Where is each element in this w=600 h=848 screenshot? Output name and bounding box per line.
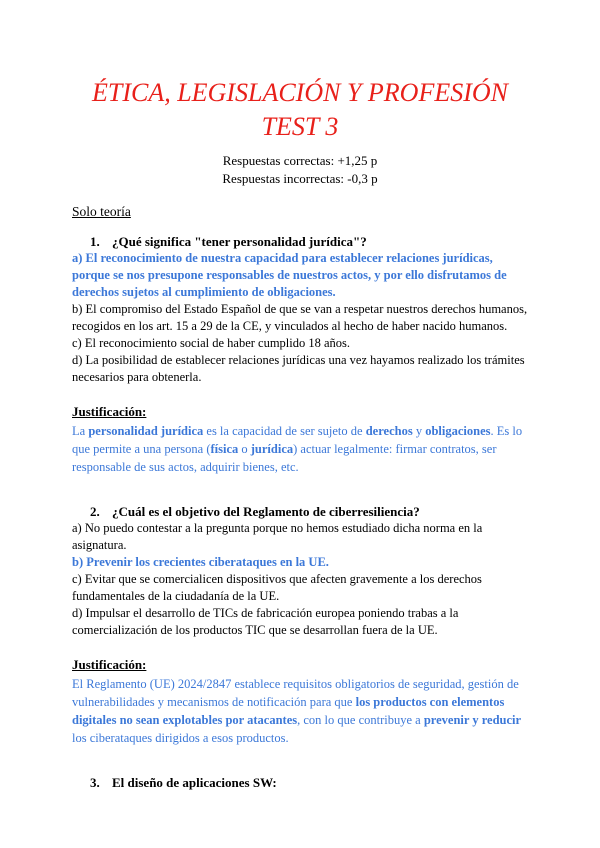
option-b: b) El compromiso del Estado Español de que se van a respetar nuestros derechos humanos, recogidos en los art. 15 a 29 de la CE, y vinculados al hecho de haber nacido humanos.	[72, 302, 528, 333]
question-2	[90, 504, 528, 520]
scoring-correct: Respuestas correctas: +1,25 p	[222, 153, 378, 168]
question-text: ¿Qué significa "tener personalidad jurídica"?	[112, 234, 367, 249]
scoring-incorrect: Respuestas incorrectas: -0,3 p	[222, 171, 378, 186]
option-a: a) No puedo contestar a la pregunta porque no hemos estudiado dicha norma en la asignatura.	[72, 521, 483, 552]
scoring-info	[72, 152, 528, 188]
question-number: 1.	[90, 234, 100, 249]
justification-heading: Justificación:	[72, 404, 147, 419]
option-c: c) Evitar que se comercialicen dispositivos que afecten gravemente a los derechos fundamentales de la ciudadanía de la UE.	[72, 572, 482, 603]
option-c: c) El reconocimiento social de haber cumplido 18 años.	[72, 336, 351, 350]
option-b: b) Prevenir los crecientes ciberataques en la UE.	[72, 555, 329, 569]
question-number: 3.	[90, 775, 100, 790]
justification-heading: Justificación:	[72, 657, 147, 672]
question-text: El diseño de aplicaciones SW:	[112, 775, 277, 790]
question-text: ¿Cuál es el objetivo del Reglamento de ciberresiliencia?	[112, 504, 420, 519]
section-heading: Solo teoría	[72, 204, 131, 219]
question-number: 2.	[90, 504, 100, 519]
justification-text: El Reglamento (UE) 2024/2847 establece requisitos obligatorios de seguridad, gestión de vulnerabilidades y mecanismos de notificación para que los productos con elementos digitales no sean explotables por atacantes, con lo que contribuye a prevenir y reducir los ciberataques dirigidos a esos productos.	[72, 677, 522, 745]
question-3	[90, 775, 528, 791]
justification-text: La personalidad jurídica es la capacidad de ser sujeto de derechos y obligaciones. Es lo que permite a una persona (física o jurídica) actuar legalmente: firmar contratos, ser responsable de sus actos, adquirir bienes, etc.	[72, 424, 523, 474]
document-title: ÉTICA, LEGISLACIÓN Y PROFESIÓN	[92, 78, 508, 107]
document-subtitle: TEST 3	[261, 112, 339, 141]
question-1	[90, 234, 528, 250]
option-d: d) Impulsar el desarrollo de TICs de fabricación europea poniendo trabas a la comercialización de los productos TIC que se desarrollan fuera de la UE.	[72, 606, 459, 637]
option-d: d) La posibilidad de establecer relaciones jurídicas una vez hayamos realizado los trámites necesarios para obtenerla.	[72, 353, 525, 384]
option-a: a) El reconocimiento de nuestra capacidad para establecer relaciones jurídicas, porque se nos presupone responsables de nuestros actos, y por ello disfrutamos de derechos sujetos al cumplimiento de obligaciones.	[72, 251, 507, 299]
